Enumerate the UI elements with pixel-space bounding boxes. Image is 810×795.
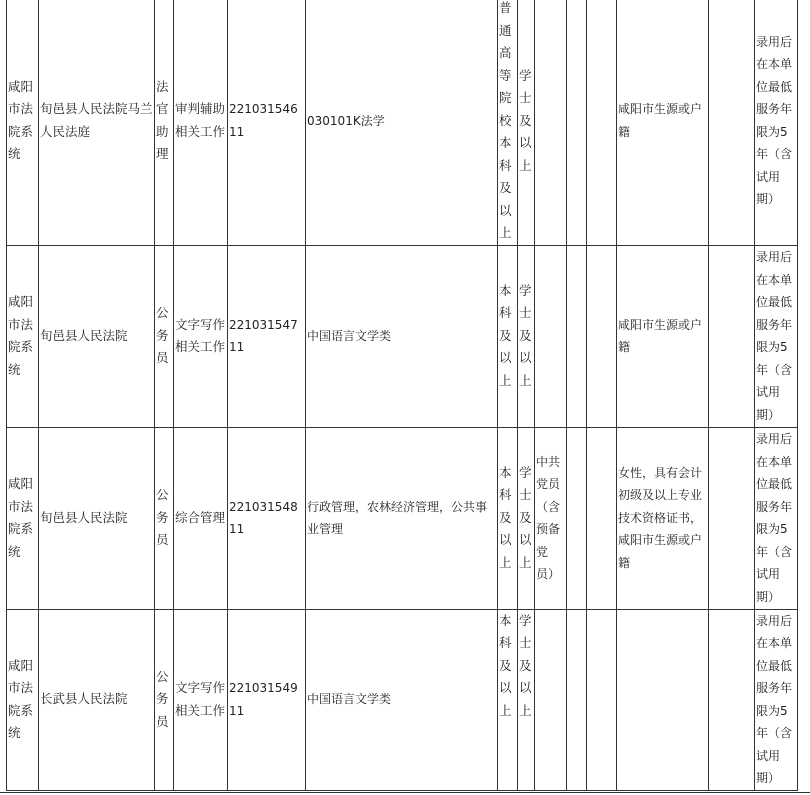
cell-system: 咸阳市法院系统 xyxy=(7,0,39,245)
cell-duty: 审判辅助相关工作 xyxy=(174,0,228,245)
cell-unit: 旬邑县人民法院马兰人民法庭 xyxy=(39,0,155,245)
cell-position: 公务员 xyxy=(155,427,174,609)
cell-other: 女性，具有会计初级及以上专业技术资格证书，咸阳市生源或户籍 xyxy=(617,427,709,609)
cell-empty xyxy=(567,609,587,790)
table-row xyxy=(7,427,798,609)
cell-unit: 旬邑县人民法院 xyxy=(39,427,155,609)
cell-system: 咸阳市法院系统 xyxy=(7,245,39,427)
cell-code: 22103154911 xyxy=(228,609,306,790)
cell-code: 22103154711 xyxy=(228,245,306,427)
cell-duty: 文字写作相关工作 xyxy=(174,609,228,790)
cell-position: 法官助理 xyxy=(155,0,174,245)
cell-empty xyxy=(709,245,755,427)
cell-code: 22103154811 xyxy=(228,427,306,609)
cell-degree: 学士及以上 xyxy=(518,0,535,245)
cell-remark: 录用后在本单位最低服务年限为5年（含试用期） xyxy=(755,427,798,609)
table-row xyxy=(7,0,798,245)
table-row xyxy=(7,245,798,427)
cell-empty xyxy=(587,427,617,609)
cell-political xyxy=(535,245,567,427)
next-row-border xyxy=(0,792,810,793)
cell-education: 本科及以上 xyxy=(498,427,518,609)
cell-political xyxy=(535,609,567,790)
cell-empty xyxy=(567,0,587,245)
cell-empty xyxy=(567,245,587,427)
cell-degree: 学士及以上 xyxy=(518,245,535,427)
cell-empty xyxy=(709,427,755,609)
cell-empty xyxy=(587,0,617,245)
cell-education: 本科及以上 xyxy=(498,609,518,790)
cell-system: 咸阳市法院系统 xyxy=(7,609,39,790)
cell-empty xyxy=(587,245,617,427)
cell-major: 中国语言文学类 xyxy=(306,245,498,427)
cell-education: 本科及以上 xyxy=(498,245,518,427)
cell-empty xyxy=(587,609,617,790)
cell-empty xyxy=(709,609,755,790)
recruitment-table xyxy=(6,0,798,791)
cell-remark: 录用后在本单位最低服务年限为5年（含试用期） xyxy=(755,609,798,790)
cell-major: 行政管理，农林经济管理，公共事业管理 xyxy=(306,427,498,609)
cell-remark: 录用后在本单位最低服务年限为5年（含试用期） xyxy=(755,245,798,427)
cell-other: 咸阳市生源或户籍 xyxy=(617,245,709,427)
cell-code: 22103154611 xyxy=(228,0,306,245)
cell-degree: 学士及以上 xyxy=(518,427,535,609)
cell-position: 公务员 xyxy=(155,609,174,790)
cell-unit: 长武县人民法院 xyxy=(39,609,155,790)
cell-major: 中国语言文学类 xyxy=(306,609,498,790)
cell-remark: 录用后在本单位最低服务年限为5年（含试用期） xyxy=(755,0,798,245)
cell-other xyxy=(617,609,709,790)
cell-unit: 旬邑县人民法院 xyxy=(39,245,155,427)
cell-empty xyxy=(567,427,587,609)
cell-education: 普通高等院校本科及以上 xyxy=(498,0,518,245)
cell-political: 中共党员（含预备党员） xyxy=(535,427,567,609)
cell-duty: 文字写作相关工作 xyxy=(174,245,228,427)
cell-other: 咸阳市生源或户籍 xyxy=(617,0,709,245)
cell-position: 公务员 xyxy=(155,245,174,427)
cell-duty: 综合管理 xyxy=(174,427,228,609)
cell-major: 030101K法学 xyxy=(306,0,498,245)
cell-degree: 学士及以上 xyxy=(518,609,535,790)
cell-empty xyxy=(709,0,755,245)
cell-political xyxy=(535,0,567,245)
table-row xyxy=(7,609,798,790)
cell-system: 咸阳市法院系统 xyxy=(7,427,39,609)
